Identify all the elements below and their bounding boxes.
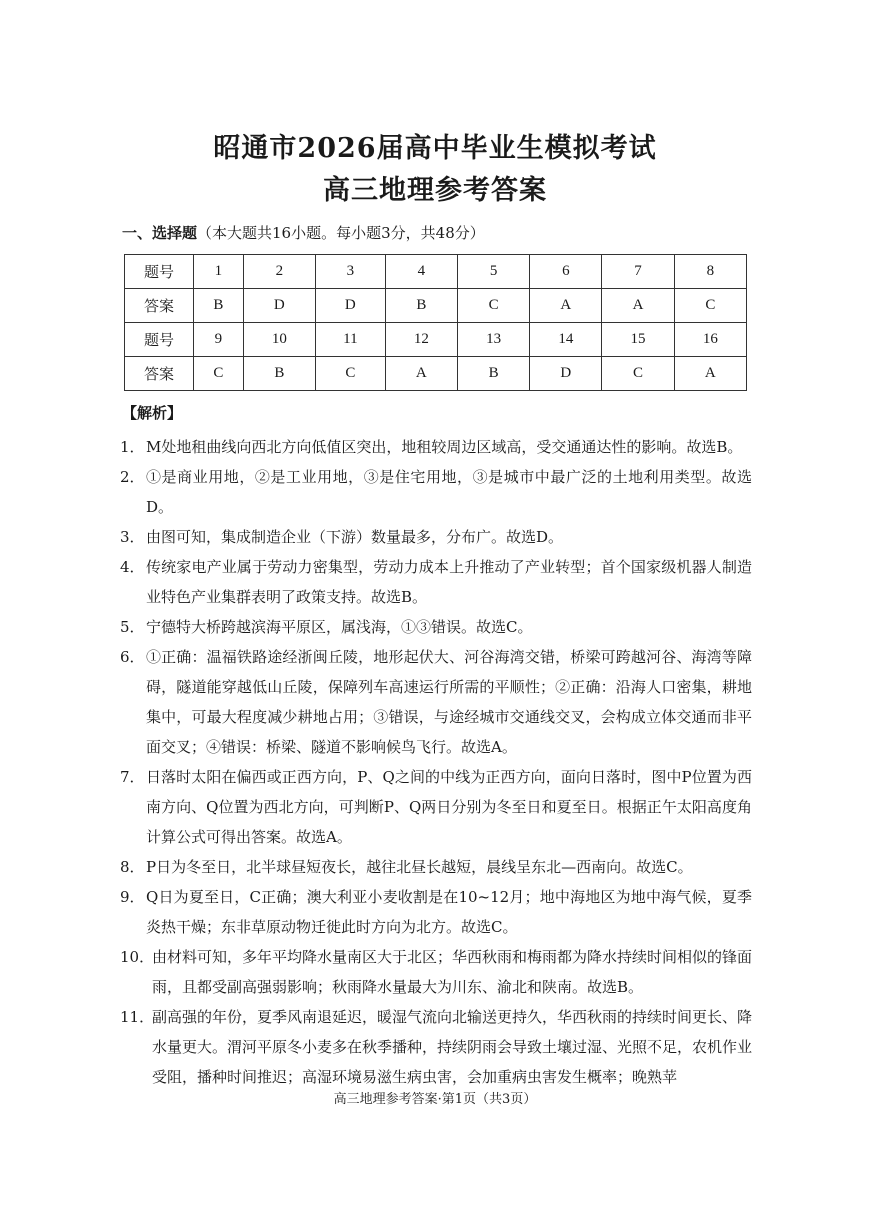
table-cell: 3 bbox=[315, 255, 385, 289]
table-cell: B bbox=[243, 357, 315, 391]
table-cell: C bbox=[457, 289, 529, 323]
item-number: 10． bbox=[120, 948, 155, 966]
item-text: Q日为夏至日，C正确；澳大利亚小麦收割是在10~12月；地中海地区为地中海气候，夏季炎热干燥；东非草原动物迁徙此时方向为北方。故选C。 bbox=[146, 888, 752, 936]
table-row bbox=[125, 255, 747, 289]
table-cell: C bbox=[602, 357, 674, 391]
table-cell: A bbox=[530, 289, 602, 323]
table-cell: 8 bbox=[674, 255, 746, 289]
table-cell: C bbox=[315, 357, 385, 391]
analysis-item bbox=[120, 522, 752, 552]
item-text: M处地租曲线向西北方向低值区突出，地租较周边区域高，受交通通达性的影响。故选B。 bbox=[146, 438, 743, 456]
analysis-list bbox=[120, 432, 752, 1092]
item-number: 6． bbox=[120, 648, 145, 666]
analysis-item bbox=[120, 942, 752, 1002]
analysis-item bbox=[120, 462, 752, 522]
table-cell: 9 bbox=[194, 323, 244, 357]
analysis-heading: 【解析】 bbox=[122, 404, 183, 422]
item-number: 4． bbox=[120, 558, 145, 576]
document-subtitle: 高三地理参考答案 bbox=[323, 175, 547, 206]
table-row bbox=[125, 357, 747, 391]
analysis-item bbox=[120, 432, 752, 462]
table-cell: A bbox=[674, 357, 746, 391]
table-cell: D bbox=[530, 357, 602, 391]
table-cell: D bbox=[243, 289, 315, 323]
analysis-item bbox=[120, 1002, 752, 1092]
table-cell: 15 bbox=[602, 323, 674, 357]
row-label: 题号 bbox=[125, 323, 194, 357]
row-label: 答案 bbox=[125, 357, 194, 391]
table-cell: C bbox=[674, 289, 746, 323]
section-title: 一、选择题 bbox=[122, 224, 198, 242]
analysis-item bbox=[120, 642, 752, 762]
item-text: P日为冬至日，北半球昼短夜长，越往北昼长越短，晨线呈东北—西南向。故选C。 bbox=[146, 858, 693, 876]
item-number: 11． bbox=[120, 1008, 155, 1026]
table-cell: 12 bbox=[385, 323, 457, 357]
item-number: 7． bbox=[120, 768, 145, 786]
analysis-item bbox=[120, 882, 752, 942]
analysis-item bbox=[120, 612, 752, 642]
table-row bbox=[125, 323, 747, 357]
table-cell: 16 bbox=[674, 323, 746, 357]
table-cell: 7 bbox=[602, 255, 674, 289]
table-cell: A bbox=[602, 289, 674, 323]
table-cell: 10 bbox=[243, 323, 315, 357]
item-text: 副高强的年份，夏季风南退延迟，暖湿气流向北输送更持久，华西秋雨的持续时间更长、降水量更大。渭河平原冬小麦多在秋季播种，持续阴雨会导致土壤过湿、光照不足，农机作业受阻，播种时间推迟；高湿环境易滋生病虫害，会加重病虫害发生概率；晚熟苹 bbox=[152, 1008, 753, 1086]
table-cell: 1 bbox=[194, 255, 244, 289]
item-text: 日落时太阳在偏西或正西方向，P、Q之间的中线为正西方向，面向日落时，图中P位置为西南方向、Q位置为西北方向，可判断P、Q两日分别为冬至日和夏至日。根据正午太阳高度角计算公式可得出答案。故选A。 bbox=[146, 768, 752, 846]
row-label: 答案 bbox=[125, 289, 194, 323]
table-cell: D bbox=[315, 289, 385, 323]
section-note: （本大题共16小题。每小题3分，共48分） bbox=[197, 224, 485, 242]
table-cell: B bbox=[457, 357, 529, 391]
analysis-item bbox=[120, 852, 752, 882]
table-cell: 11 bbox=[315, 323, 385, 357]
item-number: 1． bbox=[120, 438, 145, 456]
item-number: 8． bbox=[120, 858, 145, 876]
item-text: ①正确：温福铁路途经浙闽丘陵，地形起伏大、河谷海湾交错，桥梁可跨越河谷、海湾等障碍，隧道能穿越低山丘陵，保障列车高速运行所需的平顺性；②正确：沿海人口密集，耕地集中，可最大程度减少耕地占用；③错误，与途经城市交通线交叉，会构成立体交通而非平面交叉；④错误：桥梁、隧道不影响候鸟飞行。故选A。 bbox=[146, 648, 752, 756]
table-cell: 2 bbox=[243, 255, 315, 289]
item-text: 由图可知，集成制造企业（下游）数量最多，分布广。故选D。 bbox=[146, 528, 564, 546]
item-number: 5． bbox=[120, 618, 145, 636]
table-cell: B bbox=[385, 289, 457, 323]
analysis-item bbox=[120, 762, 752, 852]
table-row bbox=[125, 289, 747, 323]
item-text: ①是商业用地，②是工业用地，③是住宅用地，③是城市中最广泛的土地利用类型。故选D。 bbox=[146, 468, 752, 516]
document-title: 昭通市2026届高中毕业生模拟考试 bbox=[213, 133, 657, 164]
table-cell: 5 bbox=[457, 255, 529, 289]
table-cell: B bbox=[194, 289, 244, 323]
item-number: 3． bbox=[120, 528, 145, 546]
item-text: 传统家电产业属于劳动力密集型，劳动力成本上升推动了产业转型；首个国家级机器人制造业特色产业集群表明了政策支持。故选B。 bbox=[146, 558, 752, 606]
table-cell: A bbox=[385, 357, 457, 391]
section-heading bbox=[122, 222, 485, 243]
item-text: 由材料可知，多年平均降水量南区大于北区；华西秋雨和梅雨都为降水持续时间相似的锋面雨，且都受副高强弱影响；秋雨降水量最大为川东、渝北和陕南。故选B。 bbox=[152, 948, 753, 996]
table-cell: 6 bbox=[530, 255, 602, 289]
analysis-item bbox=[120, 552, 752, 612]
table-cell: 13 bbox=[457, 323, 529, 357]
item-number: 9． bbox=[120, 888, 145, 906]
row-label: 题号 bbox=[125, 255, 194, 289]
item-number: 2． bbox=[120, 468, 145, 486]
page-footer: 高三地理参考答案·第1页（共3页） bbox=[333, 1092, 537, 1107]
item-text: 宁德特大桥跨越滨海平原区，属浅海，①③错误。故选C。 bbox=[146, 618, 533, 636]
table-cell: C bbox=[194, 357, 244, 391]
answer-table bbox=[124, 254, 747, 391]
table-cell: 4 bbox=[385, 255, 457, 289]
table-cell: 14 bbox=[530, 323, 602, 357]
